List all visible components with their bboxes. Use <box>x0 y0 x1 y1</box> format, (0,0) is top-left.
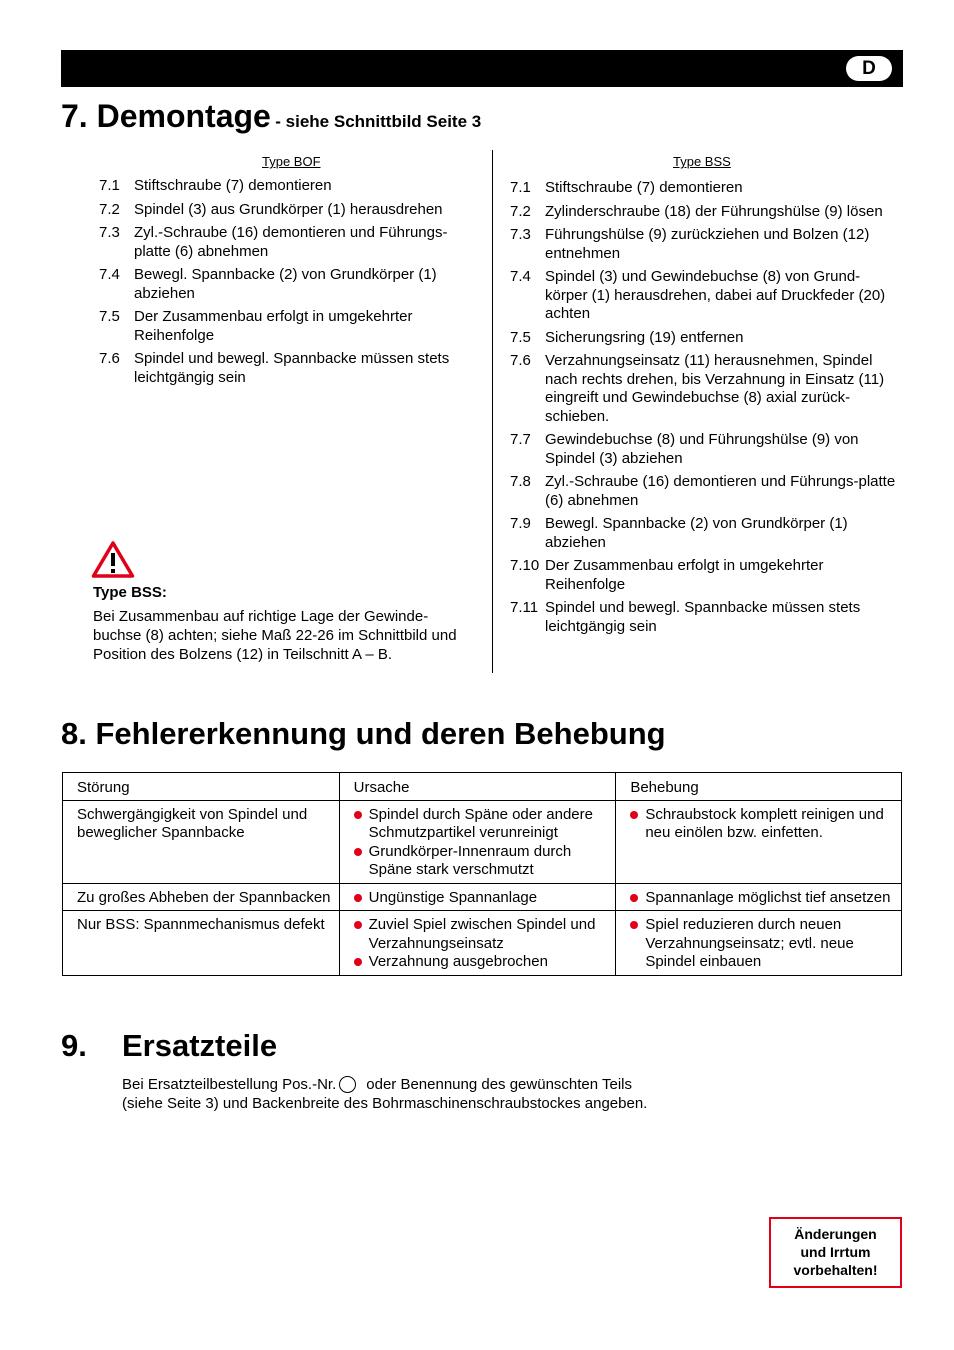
table-row <box>63 911 902 976</box>
troubleshooting-table-body <box>63 800 902 975</box>
bullet-icon <box>630 921 638 929</box>
table-row <box>63 800 902 883</box>
list-item-text: Spindel durch Späne oder andere Schmutzpartikel verunreinigt <box>368 805 593 841</box>
list-item <box>354 806 608 843</box>
section-7-heading <box>61 98 481 135</box>
list-item-text: Schraubstock komplett reinigen und neu einölen bzw. einfetten. <box>645 805 884 841</box>
list-item <box>354 843 608 880</box>
spare-parts-text-line2: (siehe Seite 3) und Backenbreite des Bohrmaschinenschraubstockes angeben. <box>122 1095 648 1112</box>
step-number: 7.2 <box>510 202 531 220</box>
step-item <box>510 599 902 636</box>
bullet-icon <box>630 811 638 819</box>
list-item-text: Verzahnung ausgebrochen <box>368 953 548 970</box>
step-text: Bewegl. Spannbacke (2) von Grundkörper (1) abziehen <box>134 266 437 302</box>
step-number: 7.2 <box>99 200 120 218</box>
disclaimer-line: vorbehalten! <box>793 1262 878 1278</box>
step-item <box>99 308 477 345</box>
step-item <box>510 352 902 426</box>
warning-title: Type BSS: <box>93 584 167 601</box>
language-badge: D <box>846 56 892 81</box>
list-item-text: Spiel reduzieren durch neuen Verzahnungseinsatz; evtl. neue Spindel einbauen <box>645 916 854 970</box>
warning-text: Bei Zusammenbau auf richtige Lage der Gewinde-buchse (8) achten; siehe Maß 22-26 im Schnittbild und Position des Bolzens (12) in Teilschnitt A – B. <box>93 608 457 663</box>
section-9-number: 9. <box>61 1028 87 1063</box>
step-number: 7.6 <box>99 350 120 367</box>
table-header-row <box>63 773 902 801</box>
step-number: 7.9 <box>510 515 531 532</box>
ursache-list <box>354 916 608 972</box>
list-item <box>630 916 893 972</box>
step-item <box>510 473 902 510</box>
behebung-list <box>630 806 893 843</box>
step-number: 7.7 <box>510 431 531 448</box>
bullet-icon <box>354 811 362 819</box>
list-item-text: Spannanlage möglichst tief ansetzen <box>645 888 891 906</box>
warning-triangle-icon <box>91 540 135 578</box>
step-number: 7.3 <box>99 224 120 241</box>
table-row <box>63 883 902 911</box>
bss-step-list <box>510 179 902 641</box>
spare-parts-text-after: oder Benennung des gewünschten Teils <box>366 1076 633 1093</box>
step-text: Verzahnungseinsatz (11) herausnehmen, Spindel nach rechts drehen, bis Verzahnung in Einsatz (11) eingreift und Gewindebuchse (8) axial zurück-schieben. <box>545 352 885 425</box>
step-item <box>510 226 902 263</box>
step-item <box>99 201 477 220</box>
bullet-icon <box>354 921 362 929</box>
step-item <box>510 515 902 552</box>
list-item <box>630 889 893 908</box>
behebung-list <box>630 916 893 972</box>
step-item <box>99 266 477 303</box>
ursache-list <box>354 806 608 880</box>
behebung-list <box>630 889 893 908</box>
cell-ursache <box>339 800 616 883</box>
step-text: Führungshülse (9) zurückziehen und Bolzen (12) entnehmen <box>545 226 870 262</box>
cell-behebung <box>616 883 902 911</box>
disclaimer-line: und Irrtum <box>800 1244 871 1260</box>
step-text: Zyl.-Schraube (16) demontieren und Führungs-platte (6) abnehmen <box>545 473 896 509</box>
cell-behebung <box>616 911 902 976</box>
step-number: 7.1 <box>510 179 531 196</box>
position-number-circle-icon <box>339 1076 356 1093</box>
step-text: Stiftschraube (7) demontieren <box>545 179 743 196</box>
section-8-title: 8. Fehlererkennung und deren Behebung <box>61 716 666 751</box>
cell-stoerung: Nur BSS: Spannmechanismus defekt <box>63 911 340 976</box>
list-item-text: Ungünstige Spannanlage <box>368 888 538 906</box>
column-header-ursache: Ursache <box>339 773 616 801</box>
step-text: Gewindebuchse (8) und Führungshülse (9) von Spindel (3) abziehen <box>545 431 859 467</box>
bullet-icon <box>630 894 638 902</box>
disclaimer-box <box>769 1217 902 1288</box>
step-text: Zylinderschraube (18) der Führungshülse (9) lösen <box>545 202 883 220</box>
step-item <box>510 203 902 222</box>
step-item <box>510 268 902 324</box>
step-number: 7.4 <box>510 268 531 285</box>
step-number: 7.3 <box>510 226 531 243</box>
step-text: Stiftschraube (7) demontieren <box>134 177 332 194</box>
step-number: 7.11 <box>510 599 539 616</box>
cell-behebung <box>616 800 902 883</box>
step-item <box>99 177 477 196</box>
list-item <box>354 889 608 908</box>
disclaimer-line: Änderungen <box>794 1226 877 1242</box>
spare-parts-text-before: Bei Ersatzteilbestellung Pos.-Nr. <box>122 1076 337 1093</box>
step-item <box>99 350 477 387</box>
section-9-title: Ersatzteile <box>122 1028 278 1063</box>
bof-column-title: Type BOF <box>262 154 321 169</box>
step-item <box>99 224 477 261</box>
troubleshooting-table <box>62 772 902 976</box>
step-text: Spindel und bewegl. Spannbacke müssen stets leichtgängig sein <box>545 599 861 635</box>
step-number: 7.4 <box>99 266 120 283</box>
cell-ursache <box>339 911 616 976</box>
step-item <box>510 179 902 198</box>
section-7-subtitle: - siehe Schnittbild Seite 3 <box>275 112 482 131</box>
step-number: 7.1 <box>99 177 120 194</box>
column-header-behebung: Behebung <box>616 773 902 801</box>
bss-column-title: Type BSS <box>673 154 731 169</box>
step-item <box>510 557 902 594</box>
step-number: 7.5 <box>510 328 531 346</box>
cell-stoerung: Schwergängigkeit von Spindel und beweglicher Spannbacke <box>63 800 340 883</box>
step-text: Bewegl. Spannbacke (2) von Grundkörper (1) abziehen <box>545 515 848 551</box>
bullet-icon <box>354 958 362 966</box>
bullet-icon <box>354 848 362 856</box>
bullet-icon <box>354 894 362 902</box>
step-text: Zyl.-Schraube (16) demontieren und Führungs-platte (6) abnehmen <box>134 224 448 260</box>
step-item <box>510 431 902 468</box>
step-text: Spindel und bewegl. Spannbacke müssen stets leichtgängig sein <box>134 350 450 386</box>
section-7-title: 7. Demontage <box>61 98 271 134</box>
column-header-stoerung: Störung <box>63 773 340 801</box>
cell-stoerung: Zu großes Abheben der Spannbacken <box>63 883 340 911</box>
step-text: Sicherungsring (19) entfernen <box>545 328 744 346</box>
bof-step-list <box>99 177 477 392</box>
spare-parts-instructions <box>122 1075 647 1113</box>
list-item-text: Grundkörper-Innenraum durch Späne stark verschmutzt <box>368 842 572 878</box>
step-number: 7.5 <box>99 308 120 325</box>
step-text: Spindel (3) und Gewindebuchse (8) von Grund-körper (1) herausdrehen, dabei auf Druckfeder (20) achten <box>545 268 886 322</box>
step-text: Der Zusammenbau erfolgt in umgekehrter Reihenfolge <box>545 557 824 593</box>
list-item <box>354 953 608 972</box>
step-number: 7.8 <box>510 473 531 490</box>
section-9-heading <box>61 1028 277 1064</box>
header-bar <box>61 50 903 87</box>
list-item <box>630 806 893 843</box>
step-item <box>510 329 902 348</box>
list-item <box>354 916 608 953</box>
ursache-list <box>354 889 608 908</box>
cell-ursache <box>339 883 616 911</box>
step-text: Der Zusammenbau erfolgt in umgekehrter Reihenfolge <box>134 308 413 344</box>
step-number: 7.10 <box>510 557 540 574</box>
column-divider <box>492 150 493 673</box>
list-item-text: Zuviel Spiel zwischen Spindel und Verzahnungseinsatz <box>368 916 596 952</box>
step-text: Spindel (3) aus Grundkörper (1) herausdrehen <box>134 200 443 218</box>
step-number: 7.6 <box>510 352 531 369</box>
